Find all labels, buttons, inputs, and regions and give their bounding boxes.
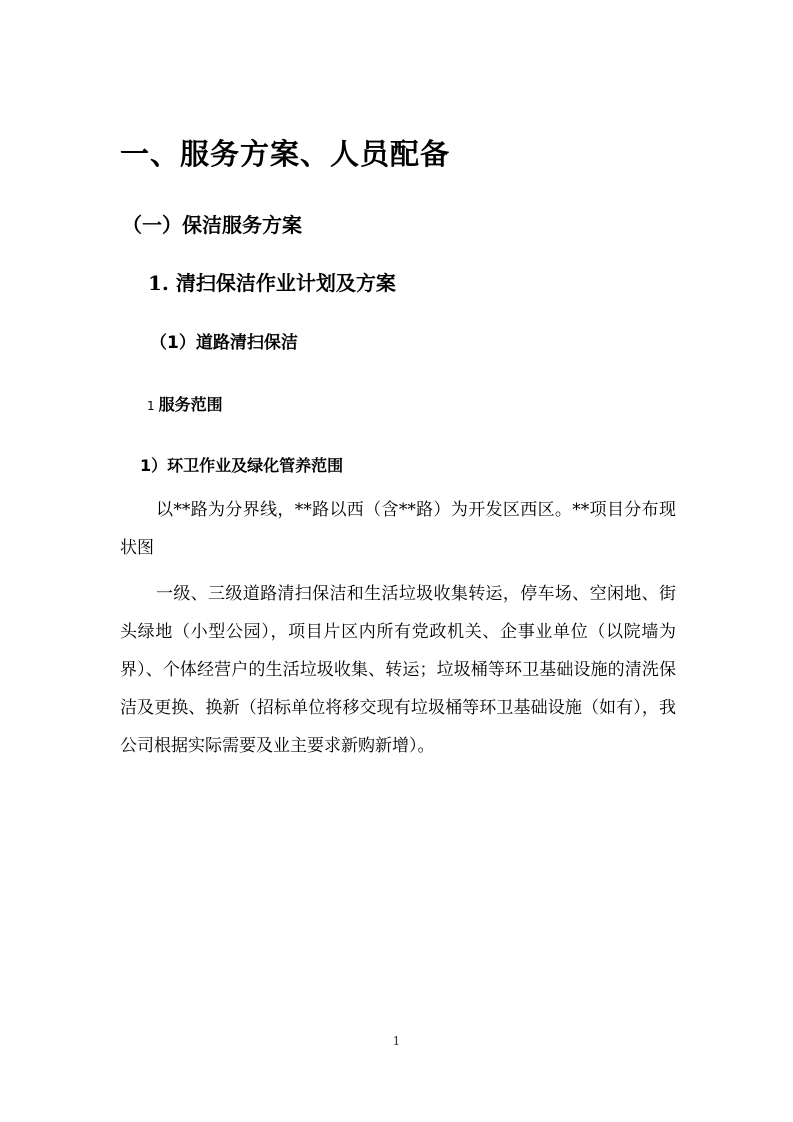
heading-cleaning-service-plan: （一）保洁服务方案: [122, 213, 302, 237]
heading-road-cleaning: （1）道路清扫保洁: [150, 333, 298, 353]
heading-sanitation-greening-scope: 1）环卫作业及绿化管养范围: [140, 456, 344, 475]
heading-service-scope-text: 服务范围: [158, 395, 223, 414]
paragraph-scope-details: 一级、三级道路清扫保洁和生活垃圾收集转运，停车场、空闲地、街头绿地（小型公园），项目片区内所有党政机关、企事业单位（以院墙为界）、个体经营户的生活垃圾收集、转运；垃圾桶等环卫基础设施的清洗保洁及更换、换新（招标单位将移交现有垃圾桶等环卫基础设施（如有），我公司根据实际需要及业主要求新购新增）。: [120, 584, 676, 756]
page-number: 1: [392, 1034, 401, 1048]
heading-service-plan-staffing: 一、服务方案、人员配备: [120, 137, 451, 171]
heading-cleaning-work-plan: 1. 清扫保洁作业计划及方案: [148, 271, 396, 295]
list-marker: 1: [147, 399, 155, 413]
heading-service-scope: [147, 392, 223, 419]
paragraph-boundary: 以**路为分界线，**路以西（含**路）为开发区西区。**项目分布现状图: [120, 500, 676, 558]
